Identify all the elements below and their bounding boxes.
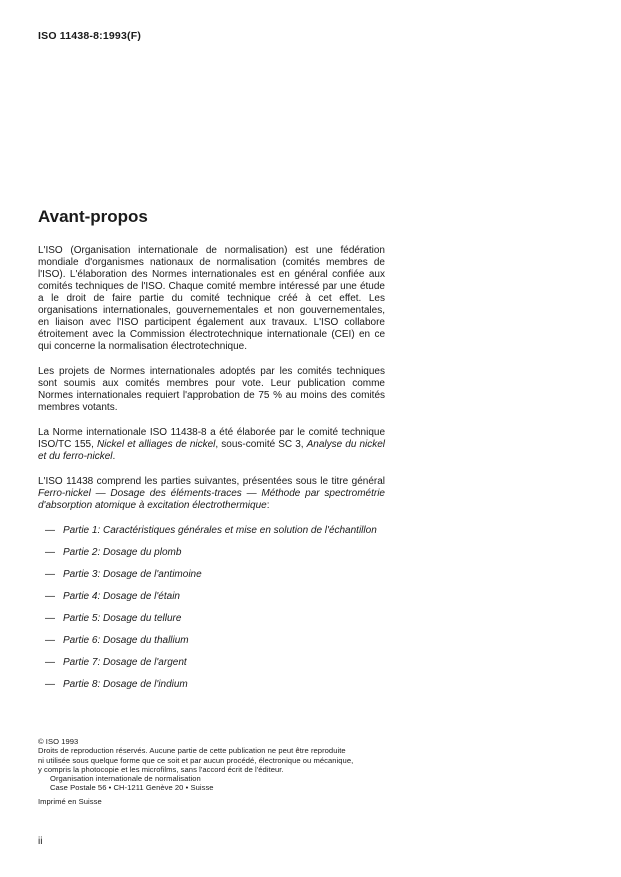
- list-item: — Partie 6: Dosage du thallium: [45, 635, 189, 646]
- rights-text: ni utilisée sous quelque forme que ce soit et par aucun procédé, électronique ou mécanique,: [38, 755, 354, 765]
- organization-address: Case Postale 56 • CH-1211 Genève 20 • Suisse: [50, 783, 214, 793]
- foreword-body: [38, 245, 385, 701]
- list-item: — Partie 5: Dosage du tellure: [45, 613, 182, 624]
- organization-name: Organisation internationale de normalisation: [50, 774, 201, 784]
- rights-text: Droits de reproduction réservés. Aucune partie de cette publication ne peut être reproduite: [38, 746, 346, 756]
- rights-text: y compris la photocopie et les microfilms, sans l'accord écrit de l'éditeur.: [38, 764, 284, 774]
- page-number: ii: [38, 836, 43, 847]
- paragraph-voting: Les projets de Normes internationales adoptés par les comités techniques sont soumis aux comités membres pour vote. Leur publication comme Normes internationales requiert l'approbation de 75 % au moins des comités membres votants.: [38, 366, 385, 413]
- paragraph-committee: La Norme internationale ISO 11438-8 a été élaborée par le comité technique ISO/TC 155, Nickel et alliages de nickel, sous-comité SC 3, Analyse du nickel et du ferro-nickel.: [38, 427, 386, 462]
- parts-list: [38, 525, 385, 691]
- list-item: — Partie 8: Dosage de l'indium: [45, 679, 188, 690]
- paragraph-iso-intro: L'ISO (Organisation internationale de normalisation) est une fédération mondiale d'organismes nationaux de normalisation (comités membres de l'ISO). L'élaboration des Normes internationales est en général confiée aux comités techniques de l'ISO. Chaque comité membre intéressé par une étude a le droit de faire partie du comité technique créé à cet effet. Les organisations internationales, gouvernementales et non gouvernementales, en liaison avec l'ISO participent également aux travaux. L'ISO collabore étroitement avec la Commission électrotechnique internationale (CEI) en ce qui concerne la normalisation électrotechnique.: [38, 245, 385, 352]
- list-item: — Partie 7: Dosage de l'argent: [45, 657, 187, 668]
- document-header: ISO 11438-8:1993(F): [38, 30, 142, 42]
- section-title: Avant-propos: [38, 207, 148, 226]
- copyright-line: © ISO 1993: [38, 737, 79, 746]
- printed-in: Imprimé en Suisse: [38, 796, 102, 806]
- list-item: — Partie 1: Caractéristiques générales et mise en solution de l'échantillon: [45, 525, 377, 536]
- copyright-notice: [38, 737, 398, 806]
- list-item: — Partie 4: Dosage de l'étain: [45, 591, 180, 602]
- paragraph-parts-intro: L'ISO 11438 comprend les parties suivantes, présentées sous le titre général Ferro-nickel — Dosage des éléments-traces — Méthode par spectrométrie d'absorption atomique à excitation électrothermique:: [38, 476, 385, 511]
- list-item: — Partie 2: Dosage du plomb: [45, 547, 182, 558]
- list-item: — Partie 3: Dosage de l'antimoine: [45, 569, 202, 580]
